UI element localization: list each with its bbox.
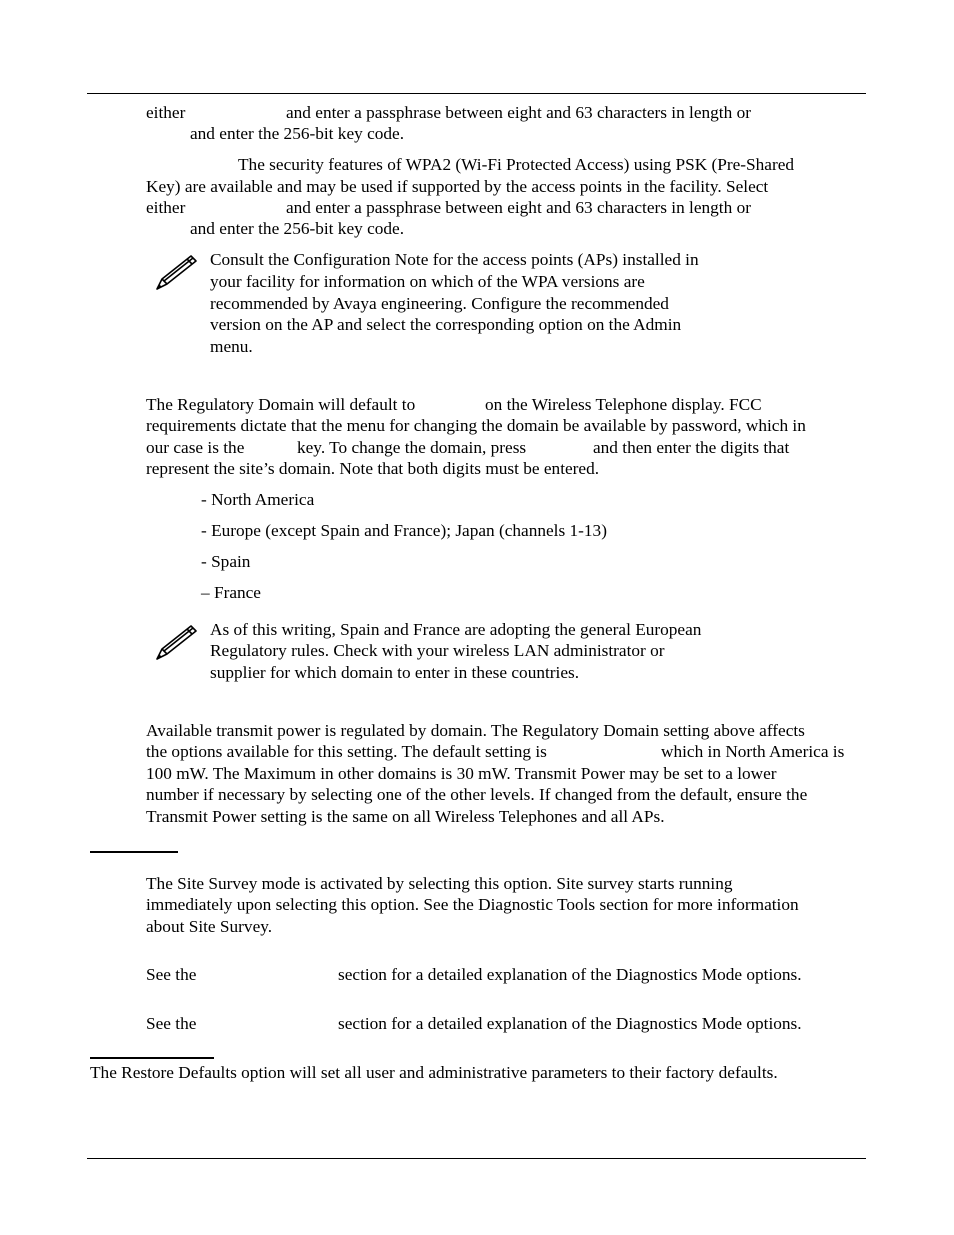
domain-option: - Spain	[201, 552, 251, 571]
txpower-line1: Available transmit power is regulated by domain. The Regulatory Domain setting above affects	[146, 721, 805, 740]
txpower-line2-end: which in North America is	[661, 742, 845, 761]
note2-line: As of this writing, Spain and France are adopting the general European	[210, 620, 702, 639]
sitesurvey-line2: immediately upon selecting this option. See the Diagnostic Tools section for more information	[146, 895, 799, 914]
txpower-line4: number if necessary by selecting one of the other levels. If changed from the default, ensure the	[146, 785, 808, 804]
txpower-line5: Transmit Power setting is the same on all Wireless Telephones and all APs.	[146, 807, 665, 826]
pencil-note-icon	[155, 622, 201, 662]
diag1-end: section for a detailed explanation of the Diagnostics Mode options.	[338, 965, 802, 984]
wpa-line2: and enter the 256-bit key code.	[190, 124, 405, 143]
wpa2-line4: and enter the 256-bit key code.	[190, 219, 405, 238]
domain-option: - North America	[201, 490, 315, 509]
wpa-line1-end: and enter a passphrase between eight and 63 characters in length or	[286, 103, 751, 122]
header-rule	[87, 93, 866, 94]
txpower-line3: 100 mW. The Maximum in other domains is 30 mW. Transmit Power may be set to a lower	[146, 764, 777, 783]
note1-line: recommended by Avaya engineering. Configure the recommended	[210, 294, 669, 313]
note1-line: version on the AP and select the corresponding option on the Admin	[210, 315, 682, 334]
section-underline	[90, 851, 178, 853]
txpower-line2-start: the options available for this setting. The default setting is	[146, 742, 547, 761]
regdomain-line1-start: The Regulatory Domain will default to	[146, 395, 416, 414]
restore-line1: The Restore Defaults option will set all user and administrative parameters to their factory defaults.	[90, 1063, 778, 1082]
regdomain-line3-middle: key. To change the domain, press	[297, 438, 527, 457]
regdomain-line4: represent the site’s domain. Note that both digits must be entered.	[146, 459, 600, 478]
diag2-start: See the	[146, 1014, 197, 1033]
note1-line: Consult the Configuration Note for the access points (APs) installed in	[210, 250, 699, 269]
note2-line: supplier for which domain to enter in these countries.	[210, 663, 580, 682]
footer-rule	[87, 1158, 866, 1159]
section-underline	[90, 1057, 214, 1059]
domain-option: – France	[201, 583, 261, 602]
diag2-end: section for a detailed explanation of the Diagnostics Mode options.	[338, 1014, 802, 1033]
regdomain-line2: requirements dictate that the menu for changing the domain be available by password, which in	[146, 416, 806, 435]
regdomain-line3-end: and then enter the digits that	[593, 438, 790, 457]
note2-line: Regulatory rules. Check with your wireless LAN administrator or	[210, 641, 665, 660]
note1-line: menu.	[210, 337, 253, 356]
sitesurvey-line1: The Site Survey mode is activated by selecting this option. Site survey starts running	[146, 874, 733, 893]
wpa-line1-start: either	[146, 103, 186, 122]
regdomain-line1-end: on the Wireless Telephone display. FCC	[485, 395, 762, 414]
diag1-start: See the	[146, 965, 197, 984]
wpa2-line3-start: either	[146, 198, 186, 217]
note1-line: your facility for information on which of the WPA versions are	[210, 272, 645, 291]
regdomain-line3-start: our case is the	[146, 438, 245, 457]
domain-option: - Europe (except Spain and France); Japan (channels 1-13)	[201, 521, 607, 540]
pencil-note-icon	[155, 252, 201, 292]
sitesurvey-line3: about Site Survey.	[146, 917, 273, 936]
wpa2-line3-end: and enter a passphrase between eight and 63 characters in length or	[286, 198, 751, 217]
wpa2-line2: Key) are available and may be used if supported by the access points in the facility. Select	[146, 177, 769, 196]
wpa2-line1: The security features of WPA2 (Wi-Fi Protected Access) using PSK (Pre-Shared	[238, 155, 795, 174]
